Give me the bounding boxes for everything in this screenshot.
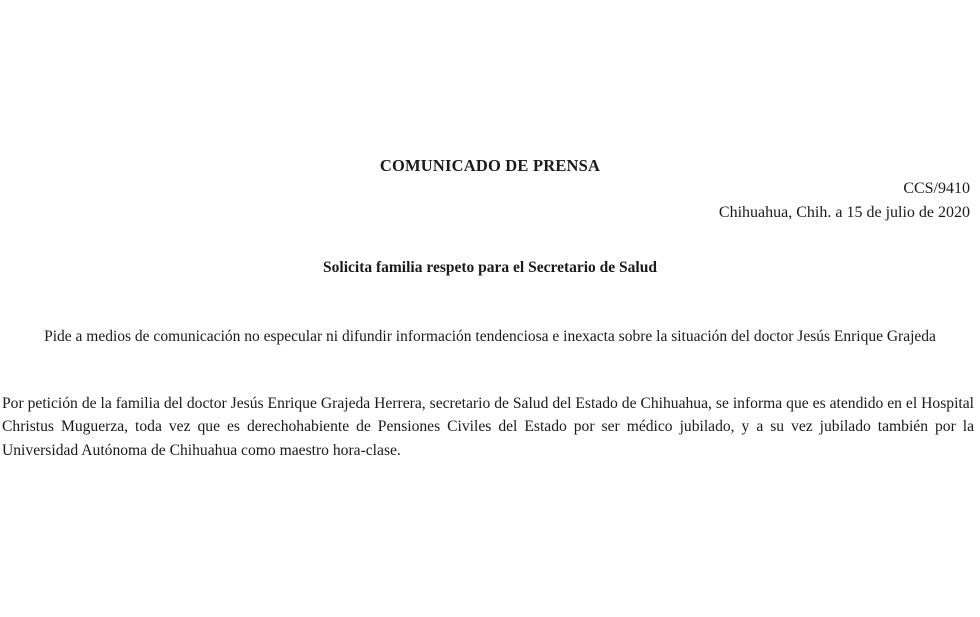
document-subheadline: Pide a medios de comunicación no especular ni difundir información tendenciosa e inexacta sobre la situación del doctor Jesús Enrique Grajeda [44, 328, 936, 345]
document-dateline: Chihuahua, Chih. a 15 de julio de 2020 [718, 204, 970, 221]
document-headline: Solicita familia respeto para el Secretario de Salud [323, 259, 657, 276]
document-body-paragraph: Por petición de la familia del doctor Jesús Enrique Grajeda Herrera, secretario de Salud del Estado de Chihuahua, se informa que es atendido en el Hospital Christus Muguerza, toda vez que es derechohabiente de Pensiones Civiles del Estado por ser médico jubilado, y a su vez jubilado también por la Universidad Autónoma de Chihuahua como maestro hora-clase. [2, 394, 974, 459]
document-reference-number: CCS/9410 [903, 180, 970, 197]
page-title: COMUNICADO DE PRENSA [379, 156, 601, 175]
